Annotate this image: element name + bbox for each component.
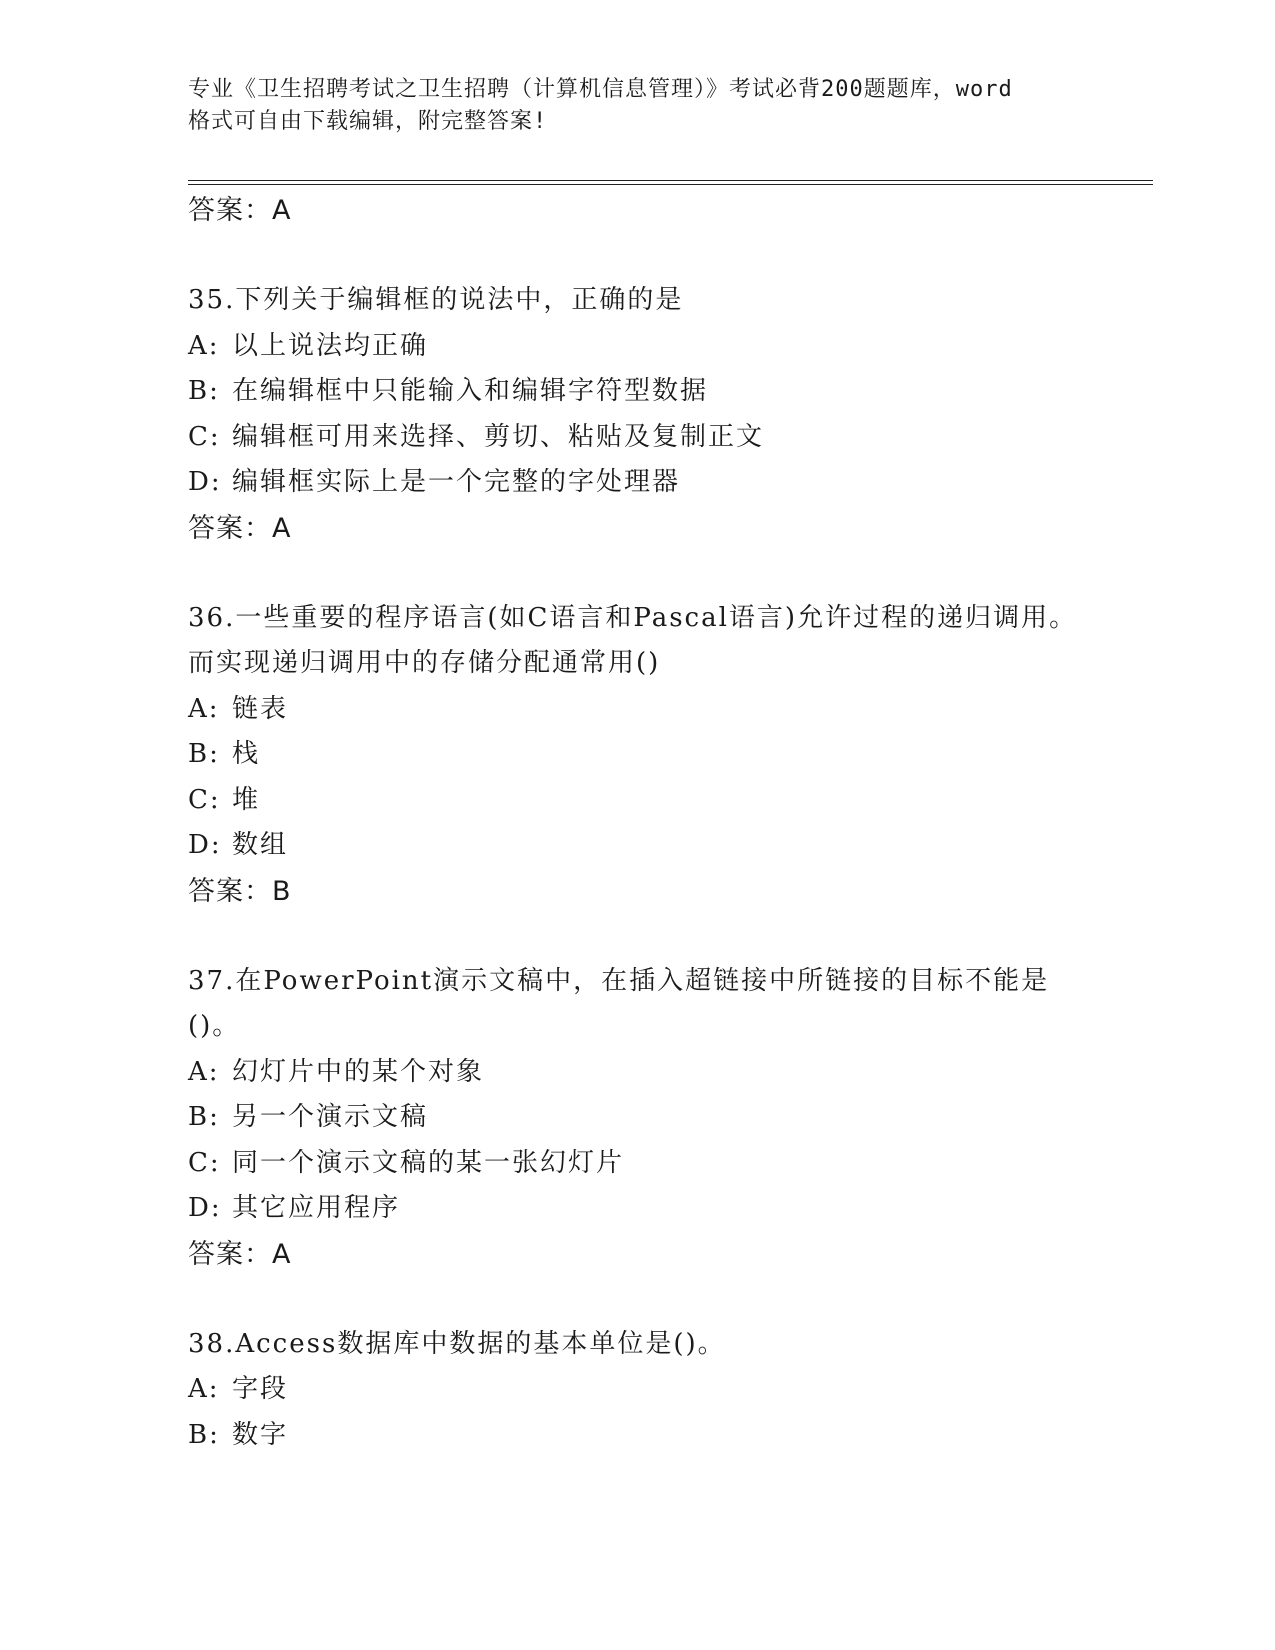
question-block: [188, 1322, 1088, 1459]
option-letter: A:: [188, 1374, 220, 1404]
option-letter: A:: [188, 693, 220, 724]
option-text: 字段: [232, 1374, 289, 1404]
option-c: [188, 778, 1088, 824]
header-line-1: 专业《卫生招聘考试之卫生招聘（计算机信息管理）》考试必背200题题库，word: [188, 77, 1013, 102]
option-a: [188, 1367, 1088, 1413]
option-a: [188, 324, 1088, 370]
question-block: [188, 278, 1088, 552]
option-letter: A:: [188, 330, 220, 361]
option-text: 其它应用程序: [232, 1193, 401, 1223]
option-text: 编辑框可用来选择、剪切、粘贴及复制正文: [232, 421, 765, 452]
question-block: [188, 959, 1088, 1278]
option-letter: A:: [188, 1056, 220, 1087]
answer-line: 答案：A: [188, 512, 292, 544]
option-c: [188, 1141, 1088, 1187]
option-letter: C:: [188, 421, 221, 452]
option-letter: D:: [188, 830, 222, 860]
question-text: 38.Access数据库中数据的基本单位是()。: [188, 1328, 726, 1359]
document-header: [188, 74, 1088, 138]
question-text: 37.在PowerPoint演示文稿中，在插入超链接中所链接的目标不能是()。: [188, 965, 1050, 1041]
option-text: 另一个演示文稿: [232, 1102, 429, 1132]
header-line-2: 格式可自由下载编辑，附完整答案!: [188, 109, 548, 134]
answer-line: 答案：A: [188, 1238, 292, 1270]
option-d: [188, 1186, 1088, 1232]
option-letter: D:: [188, 1193, 222, 1223]
option-b: [188, 1413, 1088, 1459]
option-text: 栈: [232, 739, 261, 769]
option-d: [188, 460, 1088, 506]
option-b: [188, 369, 1088, 415]
question-block: [188, 596, 1088, 915]
option-text: 以上说法均正确: [232, 330, 429, 361]
option-text: 在编辑框中只能输入和编辑字符型数据: [232, 376, 709, 406]
option-letter: C:: [188, 784, 221, 815]
option-text: 同一个演示文稿的某一张幻灯片: [232, 1147, 625, 1178]
option-text: 幻灯片中的某个对象: [232, 1056, 485, 1087]
option-letter: D:: [188, 467, 222, 497]
header-divider-bottom: [188, 184, 1153, 185]
option-b: [188, 732, 1088, 778]
header-divider-top: [188, 180, 1153, 181]
document-body: [188, 188, 1088, 1458]
option-letter: B:: [188, 1419, 220, 1450]
option-letter: B:: [188, 739, 220, 769]
option-letter: B:: [188, 1102, 220, 1132]
option-letter: C:: [188, 1147, 221, 1178]
option-d: [188, 823, 1088, 869]
question-text: 36.一些重要的程序语言(如C语言和Pascal语言)允许过程的递归调用。而实现递归调用中的存储分配通常用(): [188, 602, 1078, 678]
question-text: 35.下列关于编辑框的说法中，正确的是: [188, 285, 684, 315]
option-text: 编辑框实际上是一个完整的字处理器: [232, 467, 681, 497]
option-letter: B:: [188, 376, 220, 406]
answer-line: 答案：A: [188, 195, 292, 226]
answer-line: 答案：B: [188, 875, 292, 907]
option-text: 堆: [232, 784, 261, 815]
option-text: 数字: [232, 1419, 289, 1450]
option-a: [188, 687, 1088, 733]
option-a: [188, 1050, 1088, 1096]
option-b: [188, 1095, 1088, 1141]
option-text: 数组: [232, 830, 289, 860]
option-text: 链表: [232, 693, 289, 724]
option-c: [188, 415, 1088, 461]
